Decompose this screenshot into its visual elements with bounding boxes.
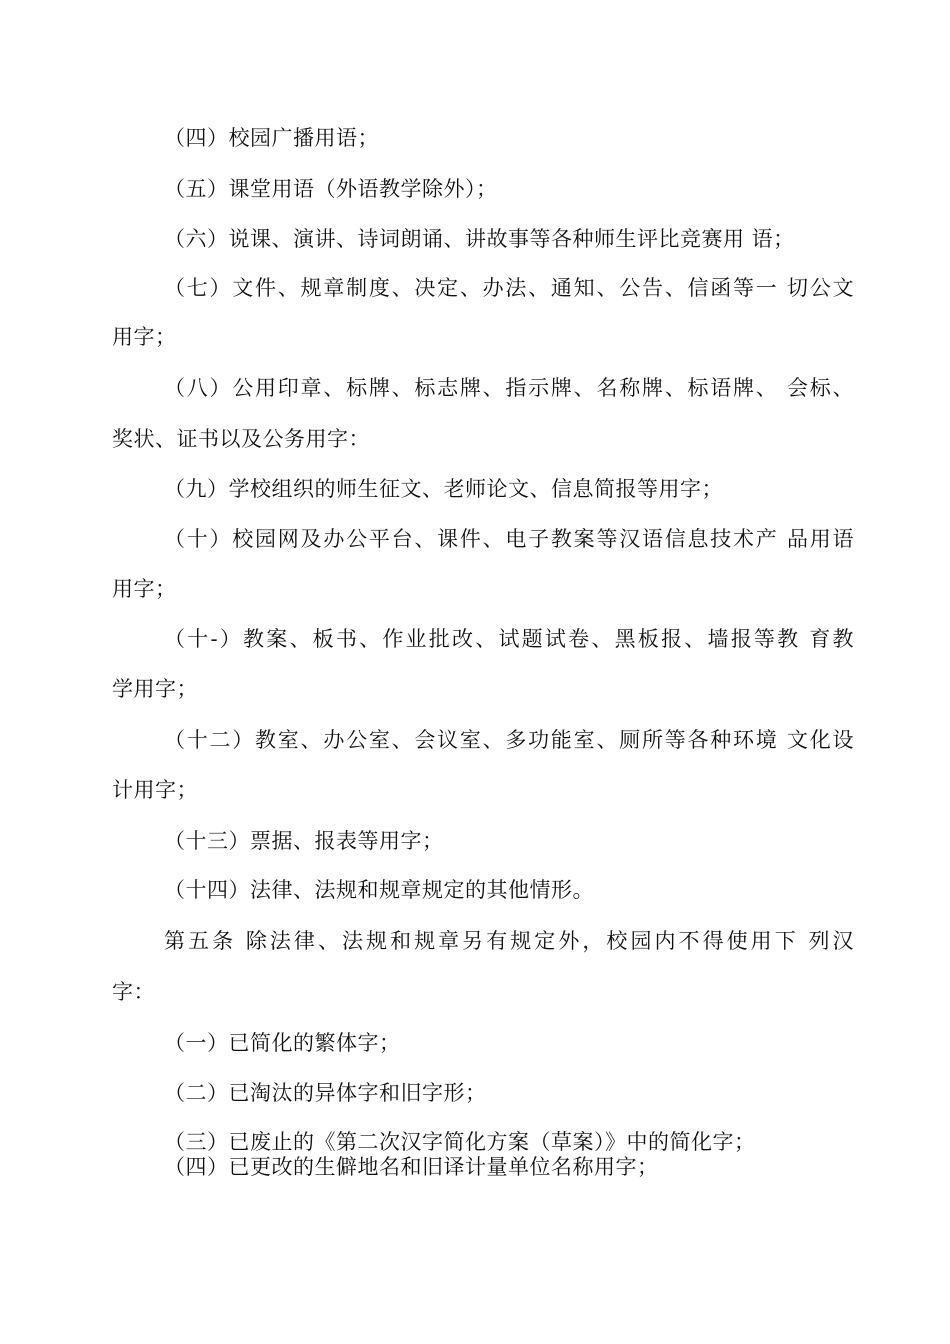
text-line: 计用字； (112, 778, 198, 802)
text-line: 奖状、证书以及公务用字： (112, 427, 370, 451)
text-line: （五）课堂用语（外语教学除外）； (164, 177, 498, 201)
text-line: （八）公用印章、标牌、标志牌、指示牌、名称牌、标语牌、 会标、 (164, 376, 854, 400)
text-line: （四）校园广播用语； (164, 126, 379, 150)
text-line: 用字； (112, 577, 177, 601)
text-line: （十二）教室、办公室、会议室、多功能室、厕所等各种环境 文化设 (164, 728, 854, 752)
text-line: （十四）法律、法规和规章规定的其他情形。 (164, 878, 594, 902)
text-line: （一）已简化的繁体字； (164, 1031, 401, 1055)
text-line: 字： (112, 980, 155, 1004)
text-line: （十三）票据、报表等用字； (164, 829, 444, 853)
text-line: 第五条 除法律、法规和规章另有规定外，校园内不得使用下 列汉 (164, 929, 854, 953)
text-line: （九）学校组织的师生征文、老师论文、信息简报等用字； (164, 477, 723, 501)
text-line: （十）校园网及办公平台、课件、电子教案等汉语信息技术产 品用语 (164, 527, 854, 551)
text-line: （七）文件、规章制度、决定、办法、通知、公告、信函等一 切公文 (164, 276, 854, 300)
text-line: （四）已更改的生僻地名和旧译计量单位名称用字； (164, 1155, 659, 1179)
text-line: （二）已淘汰的异体字和旧字形； (164, 1081, 487, 1105)
text-line: 学用字； (112, 677, 198, 701)
text-line: 用字； (112, 325, 177, 349)
text-line: （三）已废止的《第二次汉字简化方案（草案）》中的简化字； (164, 1130, 756, 1154)
text-line: （六）说课、演讲、诗词朗诵、讲故事等各种师生评比竞赛用 语； (164, 227, 795, 251)
text-line: （十-）教案、板书、作业批改、试题试卷、黑板报、墙报等教 育教 (164, 627, 854, 651)
